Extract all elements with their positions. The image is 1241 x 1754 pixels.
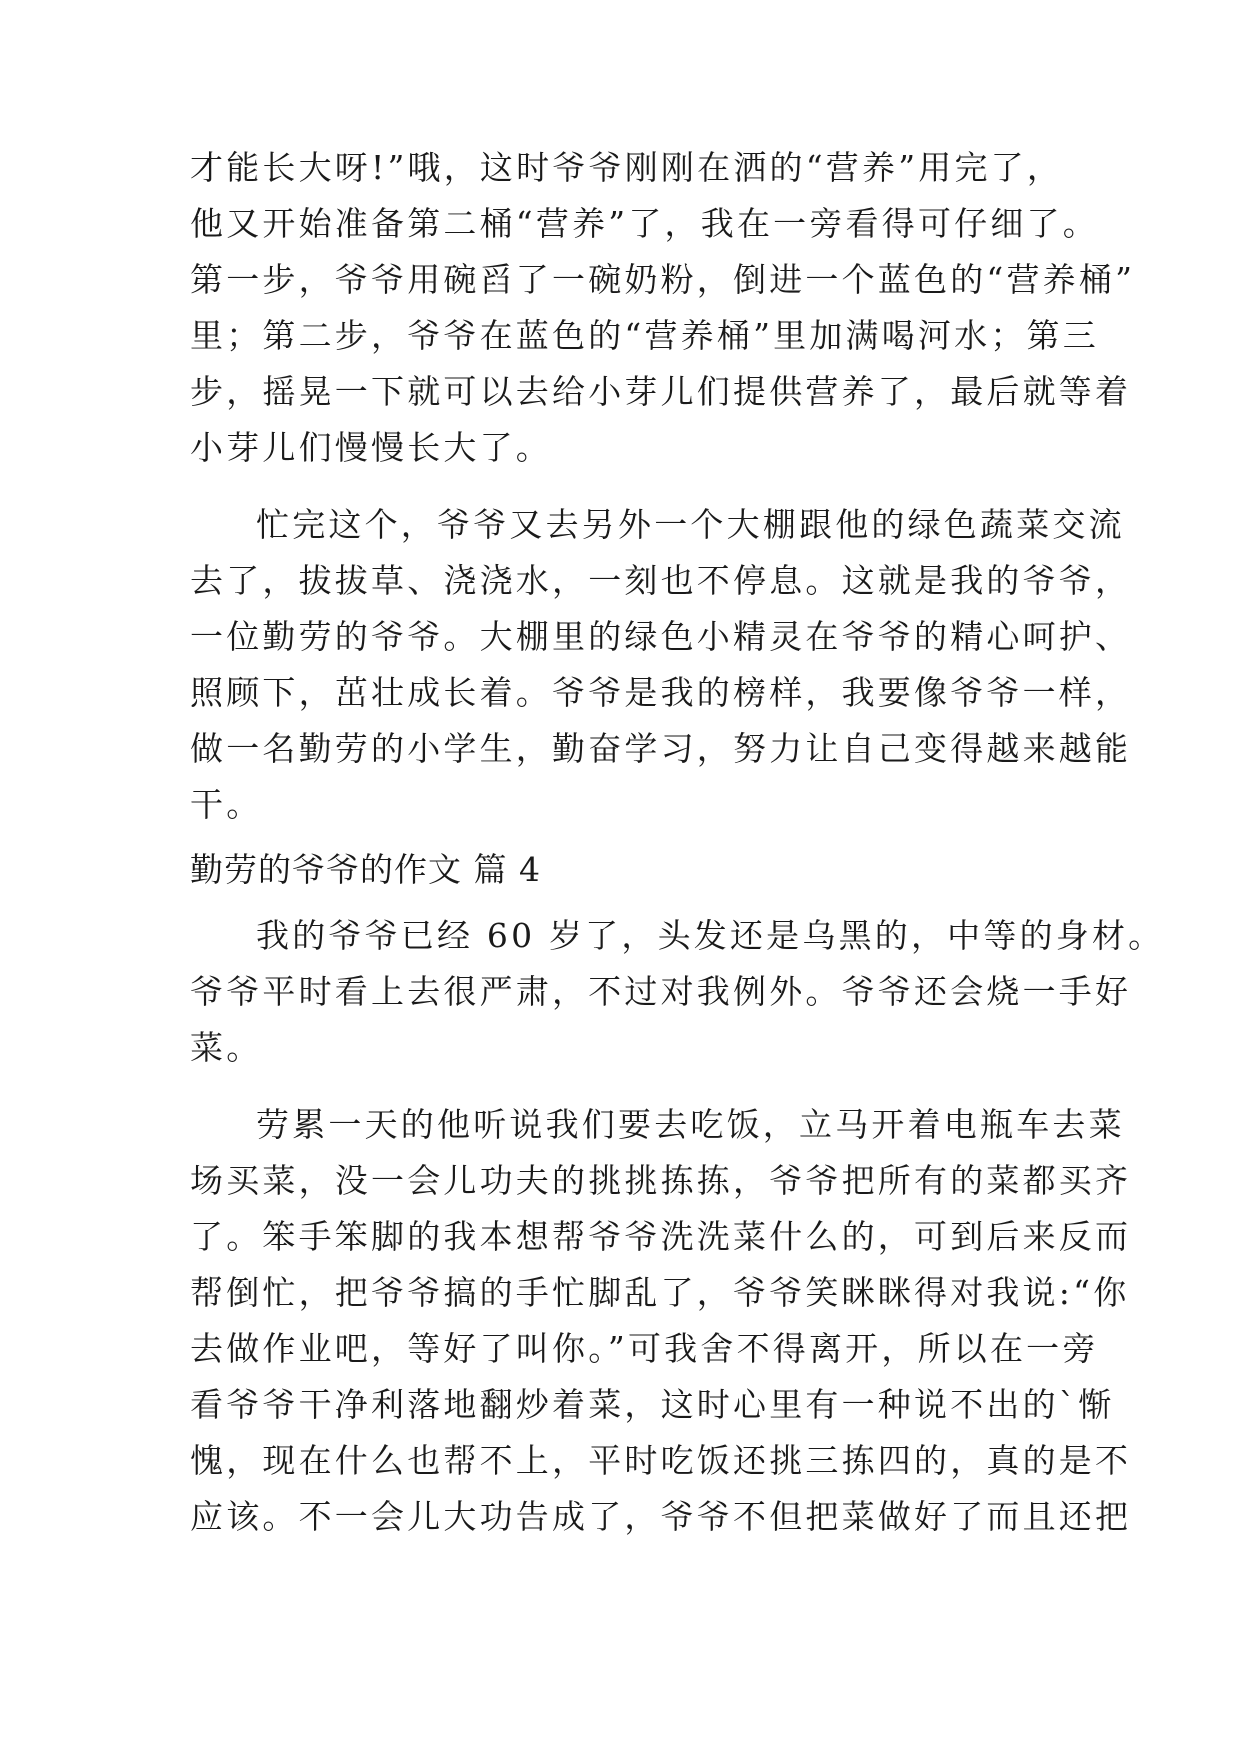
text-line: 应该。不一会儿大功告成了，爷爷不但把菜做好了而且还把: [190, 1497, 1132, 1536]
section-heading: 勤劳的爷爷的作文 篇 4: [190, 850, 541, 889]
text-line: 照顾下，茁壮成长着。爷爷是我的榜样，我要像爷爷一样，: [190, 673, 1132, 712]
text-line: 里；第二步，爷爷在蓝色的“营养桶”里加满喝河水；第三: [190, 316, 1099, 355]
text-line: 去了，拔拔草、浇浇水，一刻也不停息。这就是我的爷爷，: [190, 561, 1132, 600]
text-line: 帮倒忙，把爷爷搞的手忙脚乱了，爷爷笑眯眯得对我说:“你: [190, 1273, 1130, 1312]
text-line: 一位勤劳的爷爷。大棚里的绿色小精灵在爷爷的精心呵护、: [190, 617, 1132, 656]
paragraph-first-line: 我的爷爷已经 60 岁了，头发还是乌黑的，中等的身材。: [256, 916, 1165, 955]
text-line: 场买菜，没一会儿功夫的挑挑拣拣，爷爷把所有的菜都买齐: [190, 1161, 1132, 1200]
text-line: 去做作业吧，等好了叫你。”可我舍不得离开，所以在一旁: [190, 1329, 1099, 1368]
text-line: 菜。: [190, 1028, 263, 1067]
text-line: 步，摇晃一下就可以去给小芽儿们提供营养了，最后就等着: [190, 372, 1132, 411]
paragraph-first-line: 忙完这个，爷爷又去另外一个大棚跟他的绿色蔬菜交流: [256, 505, 1125, 544]
text-line: 看爷爷干净利落地翻炒着菜，这时心里有一种说不出的`惭: [190, 1385, 1115, 1424]
text-line: 做一名勤劳的小学生，勤奋学习，努力让自己变得越来越能: [190, 729, 1132, 768]
text-line: 了。笨手笨脚的我本想帮爷爷洗洗菜什么的，可到后来反而: [190, 1217, 1132, 1256]
text-line: 才能长大呀!”哦，这时爷爷刚刚在洒的“营养”用完了，: [190, 148, 1064, 187]
text-line: 小芽儿们慢慢长大了。: [190, 428, 552, 467]
text-line: 愧，现在什么也帮不上，平时吃饭还挑三拣四的，真的是不: [190, 1441, 1132, 1480]
paragraph-first-line: 劳累一天的他听说我们要去吃饭，立马开着电瓶车去菜: [256, 1105, 1125, 1144]
text-line: 干。: [190, 785, 263, 824]
text-line: 爷爷平时看上去很严肃，不过对我例外。爷爷还会烧一手好: [190, 972, 1132, 1011]
text-line: 第一步，爷爷用碗舀了一碗奶粉，倒进一个蓝色的“营养桶”: [190, 260, 1136, 299]
text-line: 他又开始准备第二桶“营养”了，我在一旁看得可仔细了。: [190, 204, 1099, 243]
